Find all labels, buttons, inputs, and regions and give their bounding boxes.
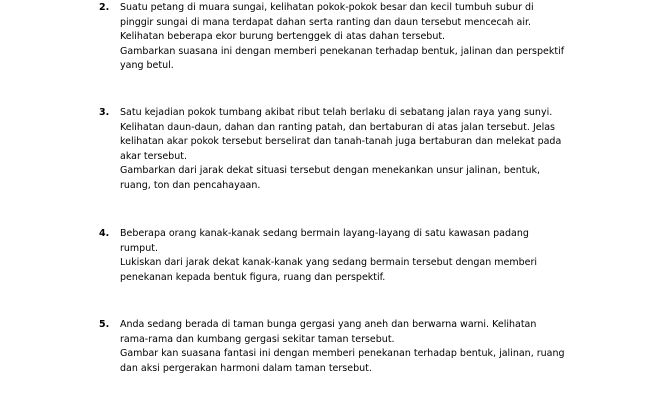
text-line: Satu kejadian pokok tumbang akibat ribut telah berlaku di sebatang jalan raya yang sunyi. [120,107,553,118]
question-number: 5. [99,319,110,330]
text-line: Gambar kan suasana fantasi ini dengan memberi penekanan terhadap bentuk, jalinan, ruang [120,348,565,359]
text-line: akar tersebut. [120,150,187,162]
question-number: 4. [99,228,110,239]
text-line: rama-rama dan kumbang gergasi sekitar taman tersebut. [120,333,395,345]
text-line: penekanan kepada bentuk figura, ruang dan perspektif. [120,271,386,283]
text-line: Kelihatan beberapa ekor burung bertenggek di atas dahan tersebut. [120,31,446,42]
text-line: dan aksi pergerakan harmoni dalam taman tersebut. [120,362,372,374]
text-line: Anda sedang berada di taman bunga gergasi yang aneh dan berwarna warni. Kelihatan [120,319,537,330]
question-text [120,1,590,74]
question-text [120,106,590,193]
text-line: Lukiskan dari jarak dekat kanak-kanak yang sedang bermain tersebut dengan memberi [120,257,538,268]
text-line: Gambarkan dari jarak dekat situasi tersebut dengan menekankan unsur jalinan, bentuk, [120,165,540,176]
question-number: 2. [99,2,110,13]
question-number: 3. [99,107,110,118]
text-line: Gambarkan suasana ini dengan memberi penekanan terhadap bentuk, jalinan dan perspektif [120,45,565,57]
question-text [120,227,590,285]
text-line: Beberapa orang kanak-kanak sedang bermain layang-layang di satu kawasan padang [120,228,529,239]
text-line: rumput. [120,242,158,254]
text-line: Kelihatan daun-daun, dahan dan ranting patah, dan bertaburan di atas jalan tersebut. Jelas [120,121,556,133]
text-line: ruang, ton dan pencahayaan. [120,179,261,191]
text-line: Suatu petang di muara sungai, kelihatan pokok-pokok besar dan kecil tumbuh subur di [120,2,534,13]
text-line: yang betul. [120,60,174,71]
question-text [120,318,590,376]
text-line: kelihatan akar pokok tersebut berselirat dan tanah-tanah juga bertaburan dan melekat pada [120,136,562,147]
text-line: pinggir sungai di mana terdapat dahan serta ranting dan daun tersebut mencecah air. [120,16,532,28]
